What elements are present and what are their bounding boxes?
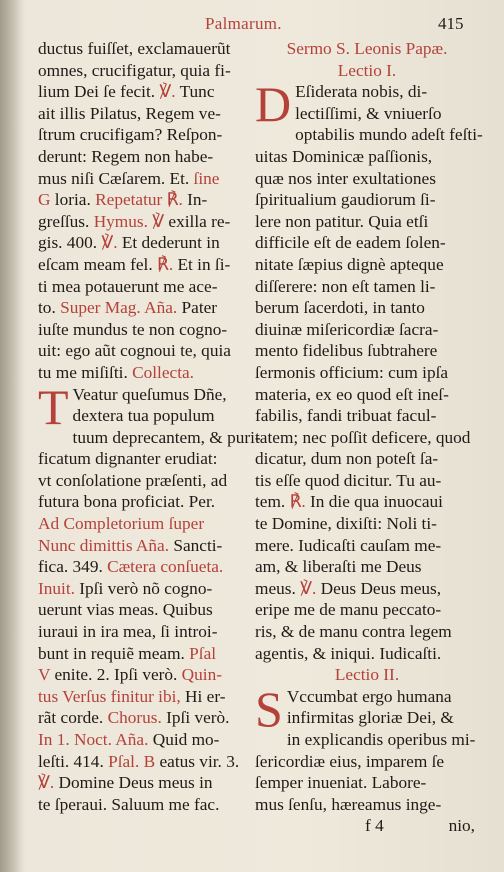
right-column	[255, 38, 483, 837]
body-text: greſſus.	[38, 211, 94, 231]
body-text: bunt in requiẽ meam.	[38, 643, 190, 663]
body-text: te Domine, dixiſti: Noli ti-	[255, 514, 437, 534]
body-text: uitas Dominicæ paſſionis,	[255, 146, 433, 166]
body-text: difficile eſt de eadem ſolen-	[255, 233, 446, 253]
text-line	[255, 405, 479, 427]
text-line	[38, 664, 252, 686]
body-text: uit: ego aũt cognoui te, quia	[38, 341, 231, 361]
body-text: vt conſolatione præſenti, ad	[38, 470, 228, 490]
left-column	[38, 38, 261, 815]
body-text: Ipſi verò nõ cogno-	[74, 578, 213, 598]
body-text: tem.	[255, 492, 290, 512]
body-text: Vccumbat ergo humana	[286, 686, 452, 706]
body-text: In-	[182, 190, 208, 210]
text-line	[255, 535, 479, 557]
body-text: ris, & de manu contra legem	[255, 622, 452, 642]
body-text: tuum deprecantem, & puri-	[72, 427, 261, 447]
left-text-block-2	[38, 427, 261, 816]
body-text: dicatur, dum non poteſt ſa-	[255, 449, 439, 469]
text-line	[38, 276, 252, 298]
rubric-text: ℣.	[38, 773, 55, 793]
text-line	[38, 513, 252, 535]
body-text: In die qua inuocaui	[305, 492, 443, 512]
body-text: futura bona proficiat. Per.	[38, 492, 216, 512]
body-text: omnes, crucifigatur, quia fi-	[38, 60, 231, 80]
body-text: ſemper inueniat. Labore-	[255, 773, 427, 793]
running-title: Palmarum.	[205, 14, 282, 33]
text-line	[255, 276, 479, 298]
body-text: ſpiritualium gaudiorum ſi-	[255, 190, 436, 210]
text-line	[38, 686, 252, 708]
rubric-text: Quin-	[181, 665, 222, 685]
text-line	[255, 319, 479, 341]
text-line	[38, 60, 252, 82]
rubric-text: Inuit.	[38, 578, 75, 598]
text-line	[255, 491, 479, 513]
body-text: ficatum dignanter erudiat:	[38, 449, 218, 469]
body-text: mento fidelibus ſubtrahere	[255, 341, 438, 361]
body-text: Pater	[177, 298, 218, 318]
rubric-text: V	[38, 665, 51, 685]
body-text: tatem; nec poſſit deficere, quod	[255, 427, 471, 447]
drop-cap-lines	[255, 686, 479, 729]
rubric-text: ℣.	[159, 82, 176, 102]
rubric-text: Chorus.	[107, 708, 162, 728]
text-line	[255, 686, 479, 708]
drop-cap: T	[38, 378, 69, 435]
text-line	[255, 168, 479, 190]
rubric-text: Pſal. B	[108, 751, 156, 771]
body-text: nitate ſæpius dignè apteque	[255, 254, 444, 274]
lectio-2-opening	[255, 680, 479, 737]
lectio-heading: Lectio II.	[334, 665, 400, 685]
text-line	[255, 513, 479, 535]
body-text: Deus Deus meus,	[316, 578, 442, 598]
text-line	[38, 254, 252, 276]
body-text: infirmitas gloriæ Dei, &	[286, 708, 454, 728]
text-line	[255, 729, 479, 751]
footer-line	[255, 815, 479, 837]
text-line	[38, 81, 252, 103]
rubric-text: Nunc dimittis Aña.	[38, 535, 170, 555]
text-line	[255, 643, 479, 665]
body-text: fabilis, fandi tribuat facul-	[255, 406, 437, 426]
gutter-shadow	[0, 0, 26, 872]
body-text: enite. 2. Ipſi verò.	[50, 665, 182, 685]
body-text: Ipſi verò.	[161, 708, 230, 728]
rubric-text: ſine	[193, 168, 220, 188]
body-text: eſcam meam fel.	[38, 254, 157, 274]
text-line	[255, 772, 479, 794]
text-line	[38, 211, 252, 233]
body-text: ductus fuiſſet, exclamauerũt	[38, 39, 231, 58]
sermon-heading: Sermo S. Leonis Papæ.	[286, 39, 448, 58]
rubric-text: ℟.	[289, 492, 306, 512]
rubric-text: ℟.	[157, 254, 174, 274]
rubric-text: Cætera conſueta.	[107, 557, 224, 577]
body-text: Domine Deus meus in	[54, 773, 213, 793]
text-line	[38, 297, 252, 319]
body-text: uerunt vias meas. Quibus	[38, 600, 213, 620]
rubric-text: Hymus. ℣	[93, 211, 165, 231]
left-collect-opening	[38, 378, 252, 435]
text-line	[255, 599, 479, 621]
body-text: optabilis mundo adeſt feſti-	[295, 125, 483, 145]
lectio-1-opening	[255, 76, 479, 133]
drop-cap: D	[255, 76, 292, 133]
body-text: Tunc	[175, 82, 215, 102]
text-line	[38, 621, 252, 643]
text-line	[38, 405, 252, 427]
rubric-text: ℣.	[300, 578, 317, 598]
text-line	[38, 707, 252, 729]
body-text: dextera tua populum	[72, 406, 215, 426]
body-text: te ſperaui. Saluum me fac.	[38, 794, 220, 814]
text-line	[255, 297, 479, 319]
rubric-text: Super Mag. Aña.	[60, 298, 178, 318]
text-line	[38, 470, 252, 492]
text-line	[255, 189, 479, 211]
text-line	[255, 232, 479, 254]
body-text: rãt corde.	[38, 708, 108, 728]
text-line	[255, 794, 479, 816]
body-text: iuraui in ira mea, ſi introi-	[38, 622, 218, 642]
text-line	[38, 38, 252, 60]
text-line	[38, 319, 252, 341]
right-text-block-2	[255, 729, 479, 815]
body-text: fica. 349.	[38, 557, 108, 577]
text-line	[255, 556, 479, 578]
body-text: derunt: Regem non habe-	[38, 146, 214, 166]
rubric-text: ℣.	[101, 233, 118, 253]
text-line	[38, 124, 252, 146]
body-text: Eſiderata nobis, di-	[295, 82, 428, 102]
body-text: Et in ſi-	[173, 254, 231, 274]
catchword: nio,	[448, 816, 475, 836]
text-line	[38, 168, 252, 190]
rubric-text: Ad Completorium ſuper	[38, 514, 205, 534]
body-text: berum ſacerdoti, in tanto	[255, 298, 425, 318]
text-line	[38, 103, 252, 125]
body-text: Sancti-	[169, 535, 223, 555]
body-text: am, & liberaſti me Deus	[255, 557, 422, 577]
text-line	[38, 448, 252, 470]
drop-cap: S	[255, 680, 283, 737]
body-text: ait illis Pilatus, Regem ve-	[38, 103, 221, 123]
text-line	[255, 254, 479, 276]
body-text: to.	[38, 298, 61, 318]
body-text: mere. Iudicaſti cauſam me-	[255, 535, 442, 555]
text-line	[38, 772, 252, 794]
body-text: meus.	[255, 578, 301, 598]
body-text: tu me miſiſti.	[38, 362, 133, 382]
rubric-text: tus Verſus finitur ibi,	[38, 686, 181, 706]
rubric-text: Collecta.	[132, 362, 194, 382]
text-line	[255, 211, 479, 233]
text-line	[255, 362, 479, 384]
text-line	[255, 621, 479, 643]
text-line	[38, 556, 252, 578]
text-line	[38, 384, 252, 406]
text-line	[38, 578, 252, 600]
body-text: Veatur queſumus Dñe,	[72, 384, 227, 404]
rubric-text: G	[38, 190, 51, 210]
text-line	[255, 470, 479, 492]
lectio-heading: Lectio I.	[337, 60, 397, 80]
right-text-block-1	[255, 124, 483, 664]
body-text: materia, ex eo quod eſt ineſ-	[255, 384, 449, 404]
text-line	[255, 146, 479, 168]
text-line	[255, 384, 479, 406]
text-line	[38, 340, 252, 362]
text-line	[38, 362, 252, 384]
text-line	[38, 146, 252, 168]
body-text: agentis, & iniqui. Iudicaſti.	[255, 643, 442, 663]
body-text: eatus vir. 3.	[155, 751, 240, 771]
text-line	[38, 794, 252, 816]
body-text: ſericordiæ eius, imparem ſe	[255, 751, 445, 771]
text-line	[38, 535, 252, 557]
body-text: mus ſenſu, hæreamus inge-	[255, 794, 442, 814]
text-line	[38, 232, 252, 254]
body-text: tis eſſe quod dicitur. Tu au-	[255, 470, 442, 490]
body-text: Quid mo-	[148, 730, 220, 749]
body-text: diuinæ miſericordiæ ſacra-	[255, 319, 439, 339]
body-text: ſermonis officium: cum ipſa	[255, 362, 449, 382]
body-text: exilla re-	[164, 211, 231, 231]
left-text-block-1	[38, 38, 252, 384]
text-line	[38, 427, 261, 449]
body-text: ſtrum crucifigam? Reſpon-	[38, 125, 223, 145]
body-text: lere non patitur. Quia etſi	[255, 211, 429, 231]
text-line	[255, 427, 479, 449]
page-number: 415	[438, 14, 464, 33]
text-line	[255, 578, 479, 600]
text-line	[38, 729, 252, 751]
body-text: ti mea potauerunt me ace-	[38, 276, 218, 296]
body-text: loria.	[50, 190, 96, 210]
body-text: quæ nos inter exultationes	[255, 168, 436, 188]
text-line	[38, 599, 252, 621]
body-text: diſſerere: non eſt tamen li-	[255, 276, 436, 296]
body-text: gis. 400.	[38, 233, 102, 253]
text-line	[255, 707, 479, 729]
drop-cap-lines	[38, 384, 252, 427]
text-line	[38, 491, 252, 513]
body-text: in explicandis operibus mi-	[286, 730, 476, 749]
body-text: iuſte mundus te non cogno-	[38, 319, 228, 339]
text-line	[255, 751, 479, 773]
body-text: Et dederunt in	[117, 233, 220, 253]
body-text: Hi er-	[180, 686, 226, 706]
text-line	[38, 189, 252, 211]
rubric-text: Pſal	[189, 643, 217, 663]
body-text: eripe me de manu peccato-	[255, 600, 442, 620]
body-text: lium Dei ſe fecit.	[38, 82, 160, 102]
rubric-text: In 1. Noct. Aña.	[38, 730, 149, 749]
text-line	[38, 751, 252, 773]
text-line	[255, 448, 479, 470]
body-text: leſti. 414.	[38, 751, 109, 771]
body-text: lectiſſimi, & vniuerſo	[295, 103, 442, 123]
rubric-text: Repetatur ℟.	[95, 190, 183, 210]
body-text: mus niſi Cæſarem. Et.	[38, 168, 194, 188]
text-line	[255, 340, 479, 362]
text-line	[38, 643, 252, 665]
signature-mark: f 4	[365, 816, 384, 836]
